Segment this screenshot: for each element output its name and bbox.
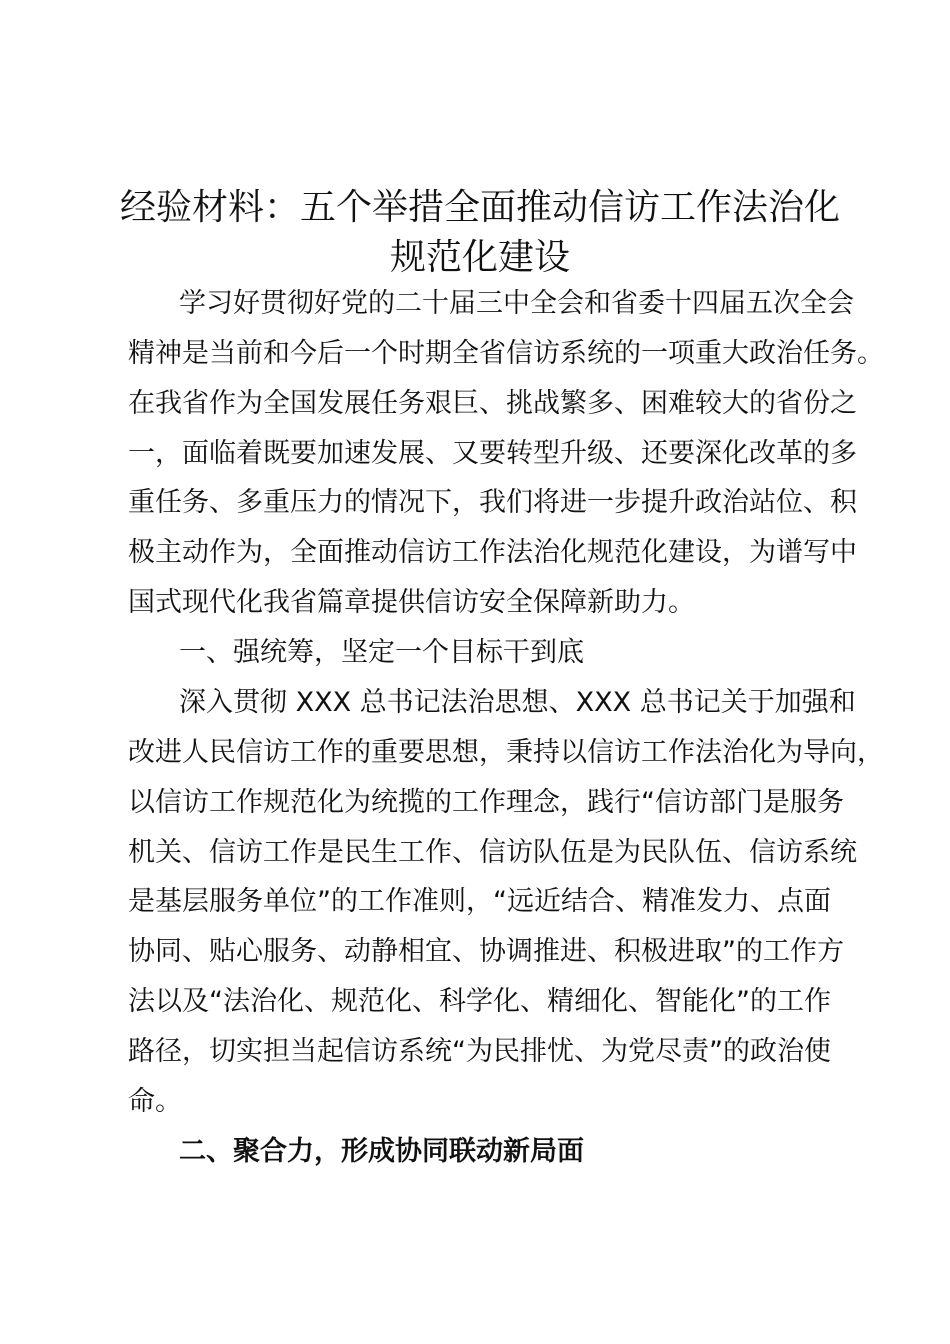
title-line-2: 规范化建设: [389, 237, 570, 278]
paragraph-1-line-1: 学习好贯彻好党的二十届三中全会和省委十四届五次全会: [179, 288, 854, 319]
paragraph-1-line-4: 一，面临着既要加速发展、又要转型升级、还要深化改革的多: [128, 438, 857, 469]
paragraph-2-line-6: 协同、贴心服务、动静相宜、协调推进、积极进取”的工作方: [128, 936, 844, 967]
paragraph-2-line-2: 改进人民信访工作的重要思想，秉持以信访工作法治化为导向，: [128, 737, 884, 768]
paragraph-2-line-7: 法以及“法治化、规范化、科学化、精细化、智能化”的工作: [128, 986, 831, 1017]
section-heading-1: 一、强统筹，坚定一个目标干到底: [179, 637, 584, 668]
document-title: [100, 183, 860, 283]
paragraph-1-line-6: 极主动作为，全面推动信访工作法治化规范化建设，为谱写中: [128, 537, 857, 568]
paragraph-2-line-5: 是基层服务单位”的工作准则，“远近结合、精准发力、点面: [128, 886, 831, 917]
paragraph-2-line-4: 机关、信访工作是民生工作、信访队伍是为民队伍、信访系统: [128, 837, 857, 868]
paragraph-1-line-2: 精神是当前和今后一个时期全省信访系统的一项重大政治任务。: [128, 338, 884, 369]
paragraph-1-line-7: 国式现代化我省篇章提供信访安全保障新助力。: [128, 587, 695, 618]
section-heading-2: 二、聚合力，形成协同联动新局面: [179, 1136, 584, 1167]
paragraph-2-line-9: 命。: [128, 1086, 182, 1117]
paragraph-1-line-3: 在我省作为全国发展任务艰巨、挑战繁多、困难较大的省份之: [128, 388, 857, 419]
paragraph-2-line-1: 深入贯彻 XXX 总书记法治思想、XXX 总书记关于加强和: [179, 687, 856, 718]
title-line-1: 经验材料：五个举措全面推动信访工作法治化: [119, 187, 840, 228]
paragraph-2-line-3: 以信访工作规范化为统揽的工作理念，践行“信访部门是服务: [128, 787, 844, 818]
paragraph-2-line-8: 路径，切实担当起信访系统“为民排忧、为党尽责”的政治使: [128, 1036, 831, 1067]
paragraph-1-line-5: 重任务、多重压力的情况下，我们将进一步提升政治站位、积: [128, 487, 857, 518]
